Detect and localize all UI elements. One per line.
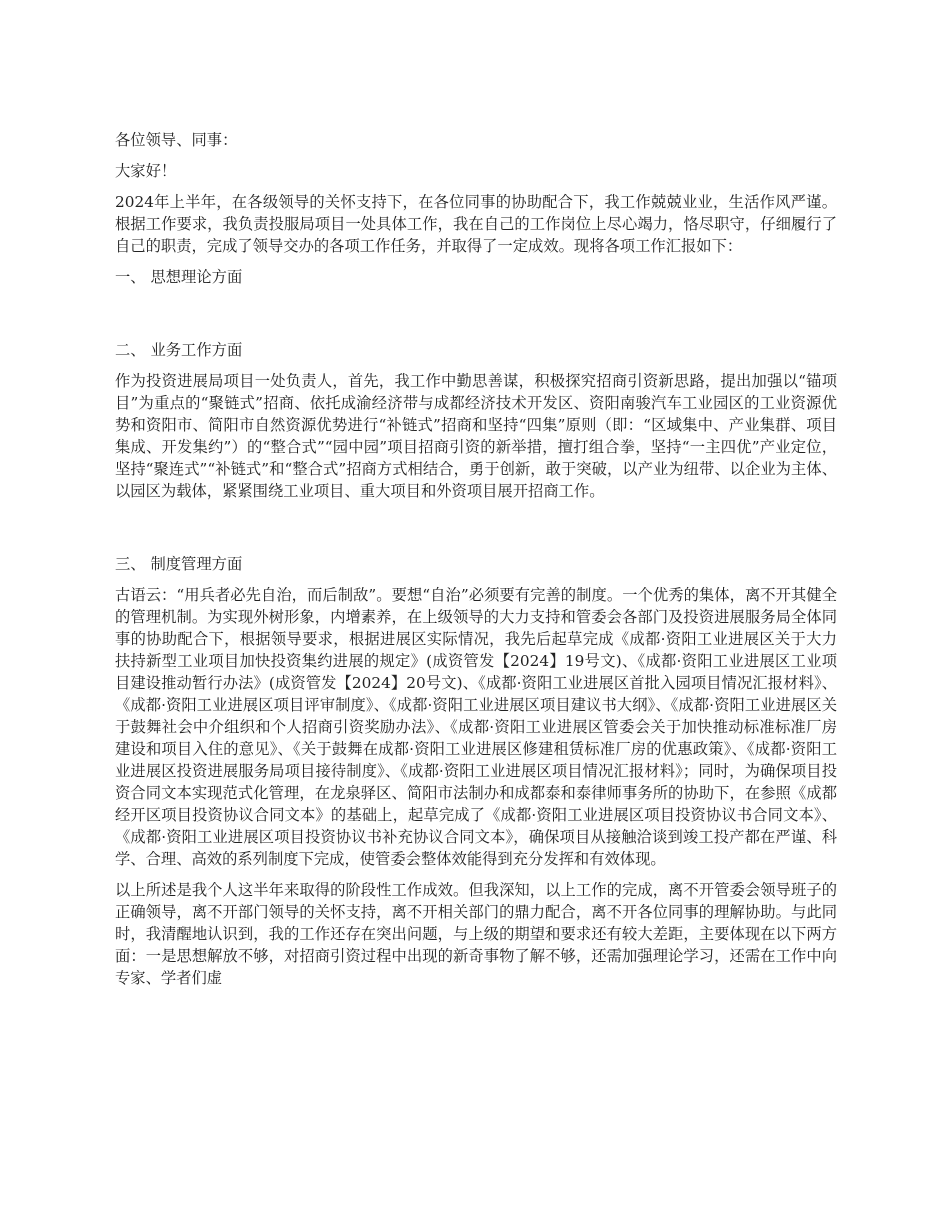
section-3-heading: 三、 制度管理方面 <box>115 555 243 573</box>
page-bottom-margin <box>0 1142 950 1230</box>
salutation: 各位领导、同事： <box>115 131 238 149</box>
intro-paragraph: 2024年上半年，在各级领导的关怀支持下，在各位同事的协助配合下，我工作兢兢业业，生活作风严谨。根据工作要求，我负责投服局项目一处具体工作，我在自己的工作岗位上尽心竭力，恪尽职守，仔细履行了自己的职责，完成了领导交办的各项工作任务，并取得了一定成效。现将各项工作汇报如下： <box>115 193 837 255</box>
section-1-heading: 一、 思想理论方面 <box>115 268 243 286</box>
greeting: 大家好！ <box>115 162 177 180</box>
section-2-heading: 二、 业务工作方面 <box>115 341 243 359</box>
document-body <box>115 129 837 989</box>
summary-paragraph: 以上所述是我个人这半年来取得的阶段性工作成效。但我深知，以上工作的完成，离不开管委会领导班子的正确领导，离不开部门领导的关怀支持，离不开相关部门的鼎力配合，离不开各位同事的理解协助。与此同时，我清醒地认识到，我的工作还存在突出问题，与上级的期望和要求还有较大差距，主要体现在以下两方面：一是思想解放不够，对招商引资过程中出现的新奇事物了解不够，还需加强理论学习，还需在工作中向专家、学者们虚 <box>115 881 837 987</box>
section-3-paragraph: 古语云：“用兵者必先自治，而后制敌”。要想“自治”必须要有完善的制度。一个优秀的集体，离不开其健全的管理机制。为实现外树形象，内增素养，在上级领导的大力支持和管委会各部门及投资进展服务局全体同事的协助配合下，根据领导要求，根据进展区实际情况，我先后起草完成《成都·资阳工业进展区关于大力扶持新型工业项目加快投资集约进展的规定》(成资管发【2024】19号文)、《成都·资阳工业进展区工业项目建设推动暂行办法》(成资管发【2024】20号文)、《成都·资阳工业进展区首批入园项目情况汇报材料》、《成都·资阳工业进展区项目评审制度》、《成都·资阳工业进展区项目建议书大纲》、《成都·资阳工业进展区关于鼓舞社会中介组织和个人招商引资奖励办法》、《成都·资阳工业进展区管委会关于加快推动标准标准厂房建设和项目入住的意见》、《关于鼓舞在成都·资阳工业进展区修建租赁标准厂房的优惠政策》、《成都·资阳工业进展区投资进展服务局项目接待制度》、《成都·资阳工业进展区项目情况汇报材料》；同时，为确保项目投资合同文本实现范式化管理，在龙泉驿区、简阳市法制办和成都泰和泰律师事务所的协助下，在参照《成都经开区项目投资协议合同文本》的基础上，起草完成了《成都·资阳工业进展区项目投资协议书合同文本》、《成都·资阳工业进展区项目投资协议书补充协议合同文本》，确保项目从接触洽谈到竣工投产都在严谨、科学、合理、高效的系列制度下完成，使管委会整体效能得到充分发挥和有效体现。 <box>115 586 837 868</box>
section-2-paragraph: 作为投资进展局项目一处负责人，首先，我工作中勤思善谋，积极探究招商引资新思路，提出加强以“锚项目”为重点的“聚链式”招商、依托成渝经济带与成都经济技术开发区、资阳南骏汽车工业园区的工业资源优势和资阳市、简阳市自然资源优势进行“补链式”招商和坚持“四集”原则（即：“区域集中、产业集群、项目集成、开发集约”）的“整合式”“园中园”项目招商引资的新举措，擅打组合拳，坚持“一主四优”产业定位，坚持“聚连式”“补链式”和“整合式”招商方式相结合，勇于创新，敢于突破，以产业为纽带、以企业为主体、以园区为载体，紧紧围绕工业项目、重大项目和外资项目展开招商工作。 <box>115 372 837 500</box>
